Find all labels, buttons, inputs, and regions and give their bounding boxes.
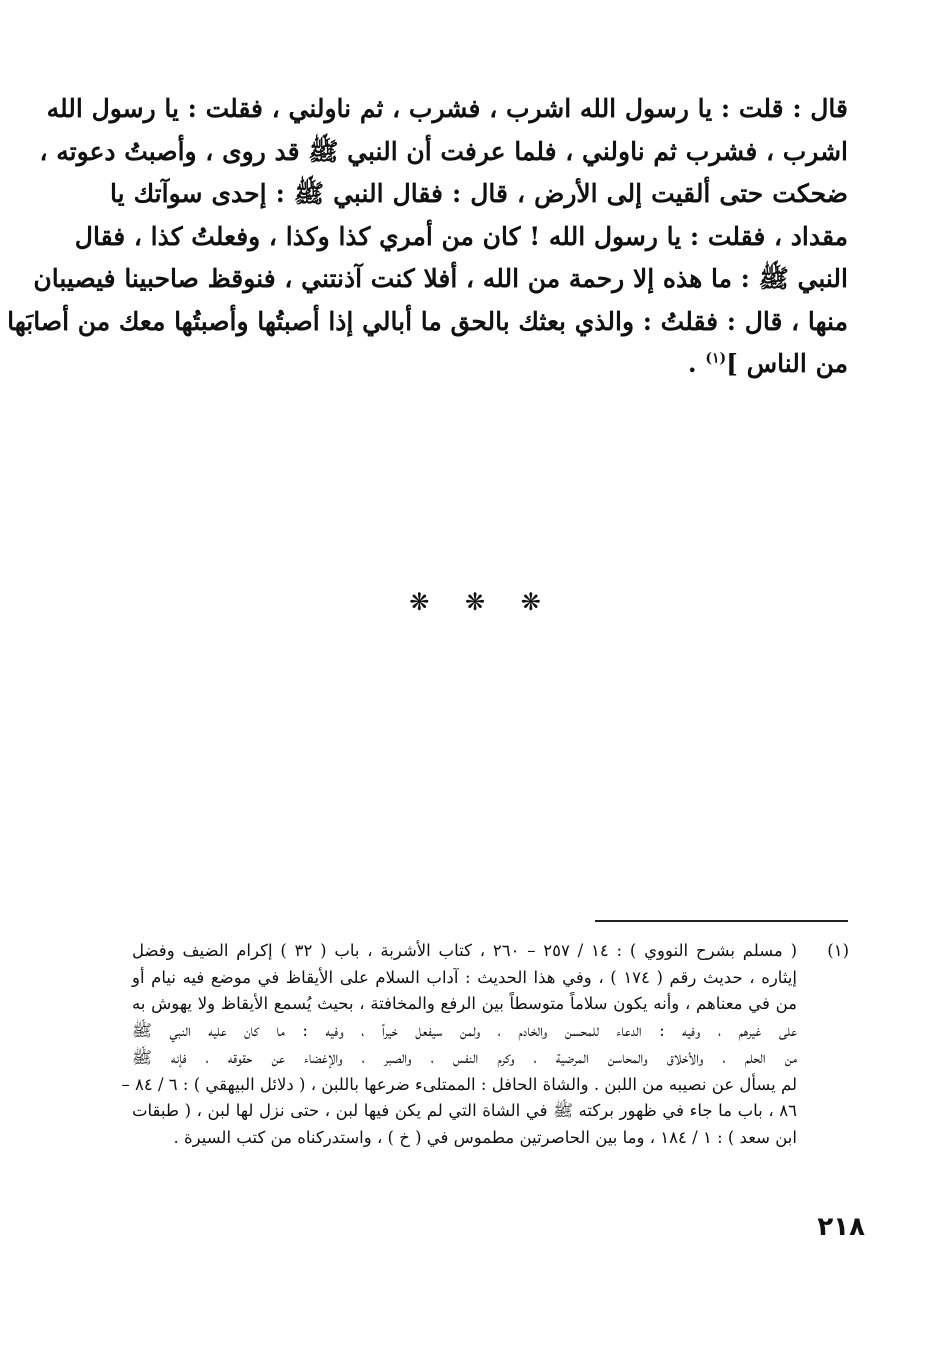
body-text — [7, 88, 848, 386]
separator-star-icon: ❋ — [409, 588, 430, 616]
footnote-line: ٨٦ ، باب ما جاء في ظهور بركته ﷺ في الشاة التي لم يكن فيها لبن ، حتى نزل لها لبن ، ( طبقات — [132, 1101, 797, 1121]
body-line: قال : قلت : يا رسول الله اشرب ، فشرب ، ثم ناولني ، فقلت : يا رسول الله — [46, 94, 848, 123]
footnote-line: لم يسأل عن نصيبه من اللبن . والشاة الحافل : الممتلىء ضرعها باللبن ، ( دلائل البيهقي ) : ٦ / ٨٤ – — [121, 1074, 797, 1094]
body-line: منها ، قال : فقلتُ : والذي بعثك بالحق ما أبالي إذا أصبتُها وأصبتُها معك من أصابَها — [7, 306, 848, 336]
footnote-number: (١) — [827, 941, 849, 960]
footnote-line: من في معناهم ، وأنه يكون سلاماً متوسطاً بين الرفع والمخافتة ، بحيث يُسمع الأيقاظ ولا يهوش به — [132, 994, 797, 1014]
footnote-line: ( مسلم بشرح النووي ) : ١٤ / ٢٥٧ – ٢٦٠ ، كتاب الأشربة ، باب ( ٣٢ ) إكرام الضيف وفضل — [132, 941, 798, 960]
separator-star-icon: ❋ — [464, 588, 486, 616]
footnote-divider — [595, 920, 848, 922]
footnote-line: ابن سعد ) : ١ / ١٨٤ ، وما بين الحاصرتين مطموس في ( خ ) ، واستدركناه من كتب السيرة . — [173, 1127, 797, 1147]
footnote-line: من الحلم ، والأخلاق والمحاسن المرضية ، وكرم النفس ، والصبر ، والإغضاء عن حقوقه ، فإنه ﷺ — [132, 1047, 797, 1067]
body-line: ضحكت حتى ألقيت إلى الأرض ، قال : فقال النبي ﷺ : إحدى سوآتك يا — [110, 179, 848, 208]
footnote-line: على غيرهم ، وفيه : الدعاء للمحسن والخادم ، ولمن سيفعل خيراً ، وفيه : ما كان عليه النبي ﷺ — [132, 1021, 797, 1041]
body-line: اشرب ، فشرب ثم ناولني ، فلما عرفت أن النبي ﷺ قد روى ، وأصبتُ دعوته ، — [39, 136, 848, 166]
footnote-text — [121, 938, 798, 1152]
footnote-reference-marker[interactable]: (١) — [705, 350, 727, 367]
separator-star-icon: ❋ — [520, 588, 541, 616]
section-separator — [0, 588, 950, 616]
body-line-end: . — [687, 349, 706, 378]
body-line: مقداد ، فقلت : يا رسول الله ! كان من أمري كذا وكذا ، وفعلتُ كذا ، فقال — [74, 221, 848, 251]
page-number: ٢١٨ — [817, 1212, 865, 1242]
body-line: النبي ﷺ : ما هذه إلا رحمة من الله ، أفلا كنت آذنتني ، فنوقظ صاحبينا فيصيبان — [33, 264, 848, 293]
footnote — [121, 938, 849, 1152]
footnote-line: إيثاره ، حديث رقم ( ١٧٤ ) ، وفي هذا الحديث : آداب السلام على الأيقاظ في موضع فيه نيام أو — [132, 967, 797, 987]
body-line-text: من الناس ] — [726, 349, 848, 378]
body-last-line — [110, 343, 848, 386]
